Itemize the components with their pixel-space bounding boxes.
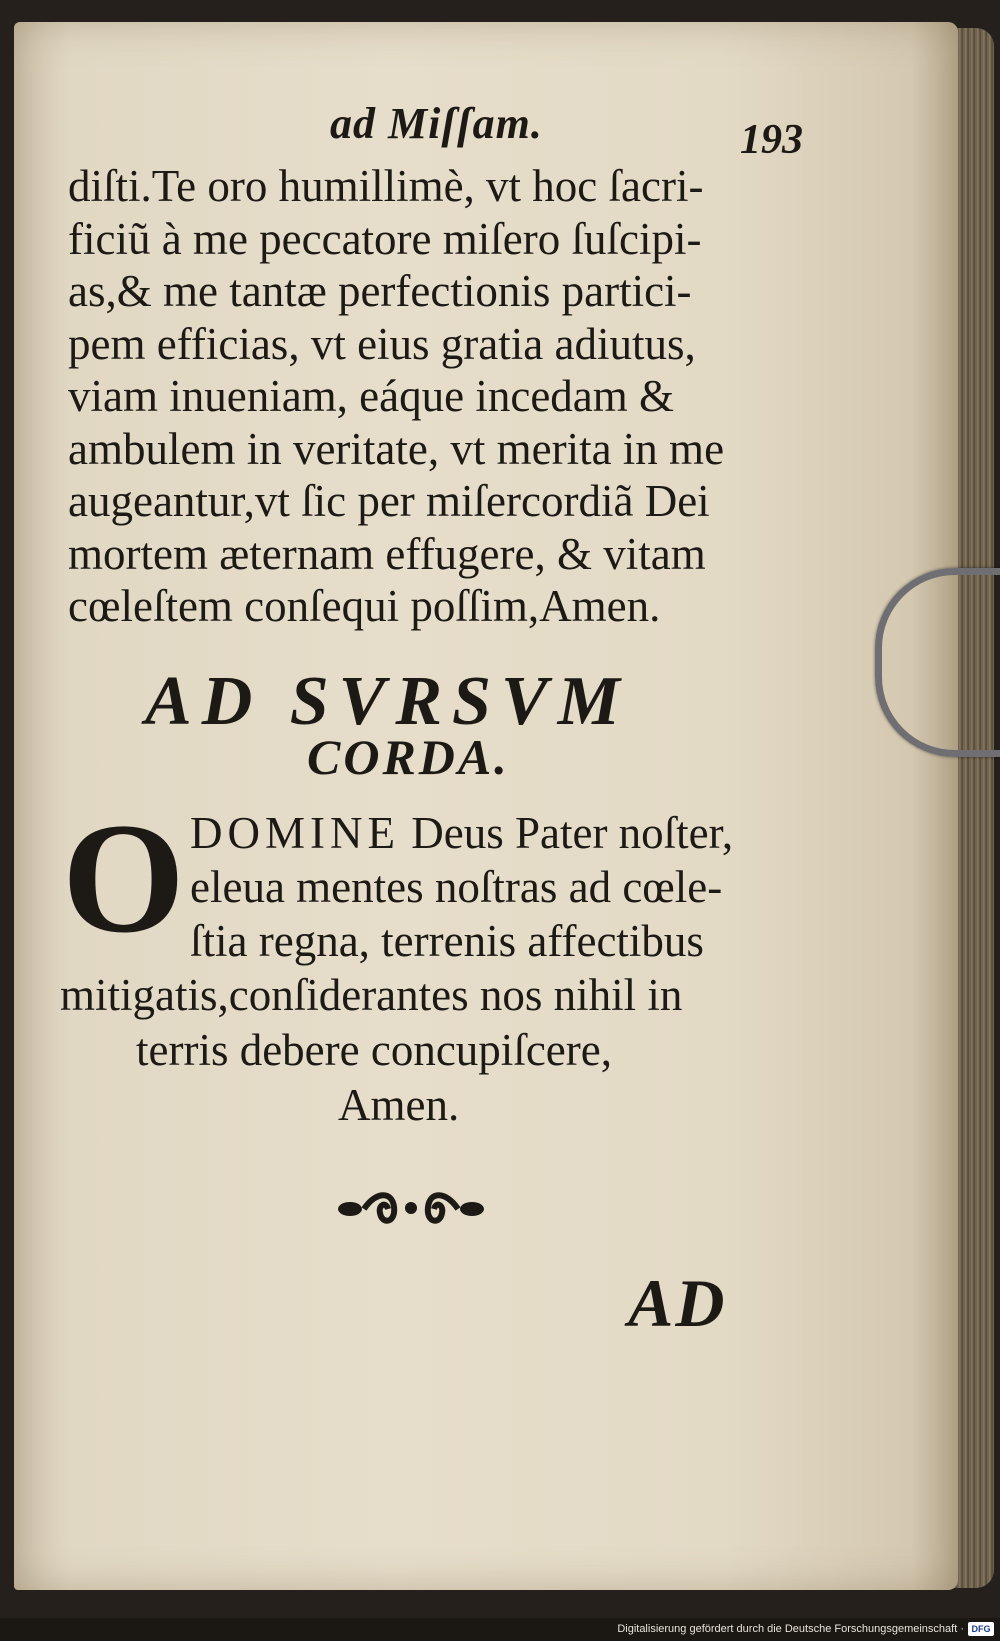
- text-line: viam inueniam, eáque incedam &: [68, 371, 675, 421]
- text-line: eleua mentes noſtras ad cœle-: [190, 862, 723, 912]
- text-line: mortem æternam effugere, & vitam: [68, 528, 706, 579]
- section-heading: AD SVRSVM: [145, 663, 630, 740]
- text-line: cœleſtem conſequi poſſim,Amen.: [68, 581, 661, 631]
- text-line: diſti.Te oro humillimè, vt hoc ſacri-: [68, 161, 704, 211]
- text-line: ſtia regna, terrenis affectibus: [190, 916, 704, 966]
- text-line: pem efficias, vt eius gratia adiutus,: [68, 318, 696, 369]
- text-line-rest: Deus Pater noſter,: [399, 808, 734, 858]
- dfg-logo: DFG: [968, 1622, 994, 1636]
- prayer-text: [60, 968, 840, 1133]
- binder-clip: [875, 568, 1000, 757]
- running-head: ad Miſſam.: [330, 99, 543, 148]
- text-line: as,& me tantæ perfectionis partici-: [68, 266, 692, 316]
- body-text: [68, 160, 808, 633]
- text-line: ambulem in veritate, vt merita in me: [68, 423, 725, 474]
- text-line: terris debere concupiſcere,: [136, 1025, 612, 1075]
- first-word: DOMINE: [190, 808, 400, 858]
- fleuron-ornament-icon: [336, 1183, 486, 1233]
- text-line: [190, 806, 830, 860]
- digitization-credit: Digitalisierung gefördert durch die Deutsche Forschungsgemeinschaft ·: [617, 1623, 964, 1635]
- text-line: Amen.: [338, 1080, 460, 1130]
- drop-cap: O: [62, 791, 185, 966]
- section-heading-continued: CORDA.: [307, 729, 510, 785]
- text-line: mitigatis,conſiderantes nos nihil in: [60, 970, 683, 1020]
- page-number: 193: [740, 117, 803, 163]
- catchword: AD: [628, 1265, 727, 1341]
- text-line: ficiũ à me peccatore miſero ſuſcipi-: [68, 213, 702, 264]
- prayer-text-indented: [190, 806, 830, 968]
- text-line: augeantur,vt ſic per miſercordiã Dei: [68, 476, 710, 526]
